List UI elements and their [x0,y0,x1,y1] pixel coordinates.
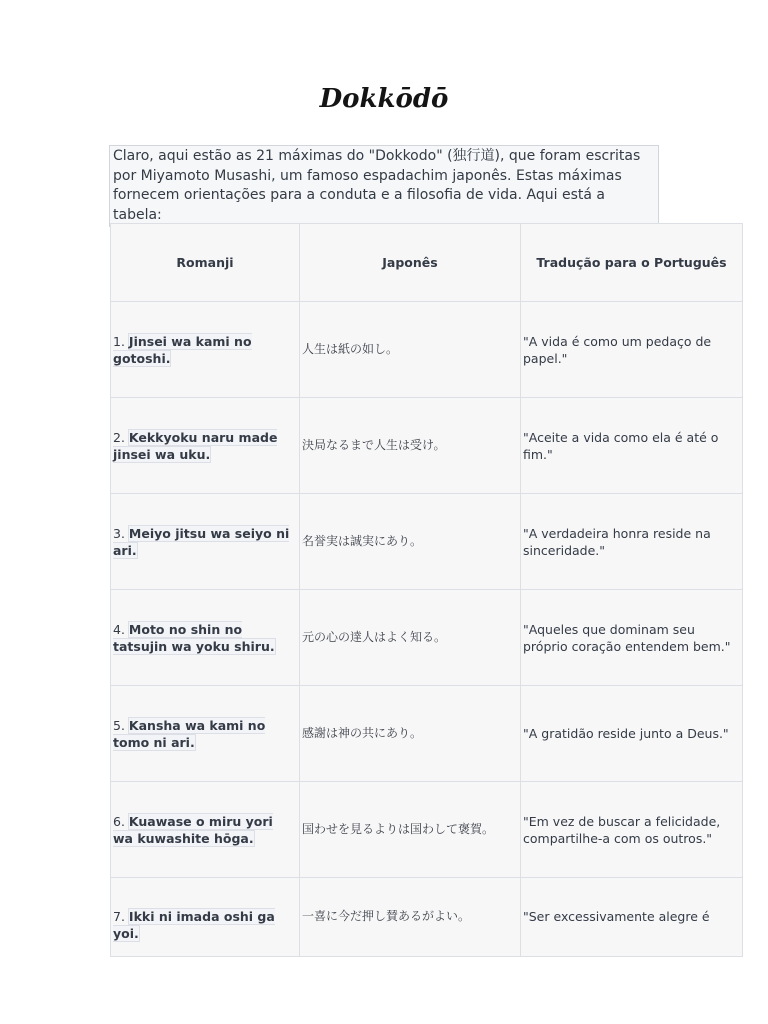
japanese-cell: 感謝は神の共にあり。 [300,686,521,782]
romanji-text: Kekkyoku naru made jinsei wa uku. [113,429,278,462]
table-row [111,782,743,878]
table-row [111,398,743,494]
maxims-table [110,223,743,957]
romanji-text: Ikki ni imada oshi ga yoi. [113,909,275,941]
translation-cell: "Em vez de buscar a felicidade, compartilhe-a com os outros." [521,782,743,878]
table-row [111,494,743,590]
romanji-text: Kuawase o miru yori wa kuwashite hōga. [113,813,273,846]
row-number: 6. [113,813,125,829]
row-number: 3. [113,525,125,541]
romanji-cell [111,782,300,878]
romanji-text: Kansha wa kami no tomo ni ari. [113,717,266,750]
row-number: 4. [113,621,125,637]
romanji-cell [111,686,300,782]
japanese-cell: 決局なるまで人生は受け。 [300,398,521,494]
table-row [111,878,743,957]
translation-cell: "A gratidão reside junto a Deus." [521,686,743,782]
translation-cell: "Ser excessivamente alegre é [521,878,743,957]
row-number: 2. [113,429,125,445]
romanji-cell [111,302,300,398]
row-number: 5. [113,717,125,733]
japanese-cell: 国わせを見るよりは国わして褒賀。 [300,782,521,878]
row-number: 1. [113,333,125,349]
translation-cell: "Aceite a vida como ela é até o fim." [521,398,743,494]
table-header-row [111,224,743,302]
japanese-cell: 元の心の達人はよく知る。 [300,590,521,686]
translation-cell: "A verdadeira honra reside na sinceridade." [521,494,743,590]
japanese-cell: 名誉実は誠実にあり。 [300,494,521,590]
romanji-text: Jinsei wa kami no gotoshi. [113,333,252,366]
translation-cell: "A vida é como um pedaço de papel." [521,302,743,398]
header-romanji: Romanji [111,224,300,302]
table-row [111,590,743,686]
header-japanese: Japonês [300,224,521,302]
translation-cell: "Aqueles que dominam seu próprio coração entendem bem." [521,590,743,686]
table-row [111,686,743,782]
romanji-cell [111,590,300,686]
romanji-cell [111,878,300,957]
romanji-text: Meiyo jitsu wa seiyo ni ari. [113,525,290,558]
table-row [111,302,743,398]
romanji-text: Moto no shin no tatsujin wa yoku shiru. [113,621,275,654]
intro-paragraph: Claro, aqui estão as 21 máximas do "Dokkodo" (独行道), que foram escritas por Miyamoto Musashi, um famoso espadachim japonês. Estas máximas fornecem orientações para a conduta e a filosofia de vida. Aqui está a tabela: [109,145,659,227]
japanese-cell: 人生は紙の如し。 [300,302,521,398]
row-number: 7. [113,909,125,924]
romanji-cell [111,398,300,494]
header-translation: Tradução para o Português [521,224,743,302]
japanese-cell: 一喜に今だ押し賛あるがよい。 [300,878,521,957]
romanji-cell [111,494,300,590]
document-title: Dokkōdō [319,84,449,114]
